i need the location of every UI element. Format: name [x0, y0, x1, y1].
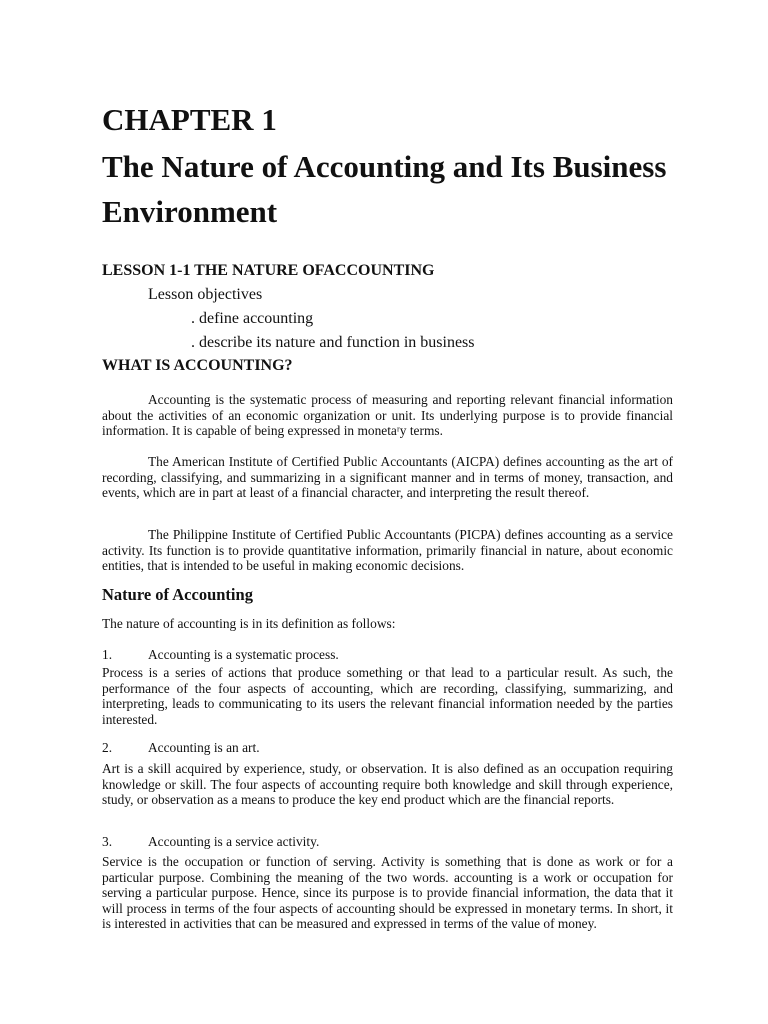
list-item-title: [102, 647, 339, 663]
list-item-number: 2.: [102, 740, 113, 755]
list-item-text: Accounting is a systematic process.: [148, 647, 339, 662]
lesson-heading: LESSON 1-1 THE NATURE OFACCOUNTING: [102, 262, 435, 279]
list-item-description: Process is a series of actions that produce something or that lead to a particular result. As such, the performance of the four aspects of accounting, which are recording, classifying, summarizing, and interpreting, leads to communicating to its users the relevant financial information needed by the parties interested.: [102, 665, 673, 727]
objective-item: . describe its nature and function in business: [191, 334, 475, 351]
objective-item: . define accounting: [191, 310, 314, 327]
chapter-title: The Nature of Accounting and Its Business Environment: [102, 149, 667, 229]
list-item-number: 3.: [102, 834, 113, 849]
list-item-title: [102, 834, 319, 850]
list-item-number: 1.: [102, 647, 113, 662]
list-item-text: Accounting is a service activity.: [148, 834, 320, 849]
chapter-label: CHAPTER 1: [102, 102, 277, 137]
list-item-title: [102, 740, 260, 756]
paragraph-aicpa: The American Institute of Certified Public Accountants (AICPA) defines accounting as the art of recording, classifying, and summarizing in a significant manner and in terms of money, transaction, and events, which are in part at least of a financial character, and interpreting the result thereof.: [102, 454, 673, 501]
nature-intro: The nature of accounting is in its definition as follows:: [102, 616, 396, 631]
list-item-description: Art is a skill acquired by experience, study, or observation. It is also defined as an occupation requiring knowledge or skill. The four aspects of accounting require both knowledge and skill through experience, study, or observation as a means to produce the key end product which are the financial reports.: [102, 761, 673, 808]
paragraph-definition: Accounting is the systematic process of measuring and reporting relevant financial information about the activities of an economic organization or unit. Its underlying purpose is to provide financial information. It is capable of being expressed in monetaʳy terms.: [102, 392, 673, 439]
objectives-heading: Lesson objectives: [148, 286, 263, 303]
section-heading-nature: Nature of Accounting: [102, 585, 253, 604]
list-item-text: Accounting is an art.: [148, 740, 260, 755]
section-heading-what-is-accounting: WHAT IS ACCOUNTING?: [102, 357, 293, 374]
list-item-description: Service is the occupation or function of serving. Activity is something that is done as work or for a particular purpose. Combining the meaning of the two words. accounting is a work or occupation for serving a particular purpose. Hence, since its purpose is to provide financial information, the data that it will process in terms of the four aspects of accounting should be expressed in monetary terms. In short, it is interested in activities that can be measured and expressed in terms of the value of money.: [102, 854, 673, 932]
paragraph-picpa: The Philippine Institute of Certified Public Accountants (PICPA) defines accounting as a service activity. Its function is to provide quantitative information, primarily financial in nature, about economic entities, that is intended to be useful in making economic decisions.: [102, 527, 673, 574]
